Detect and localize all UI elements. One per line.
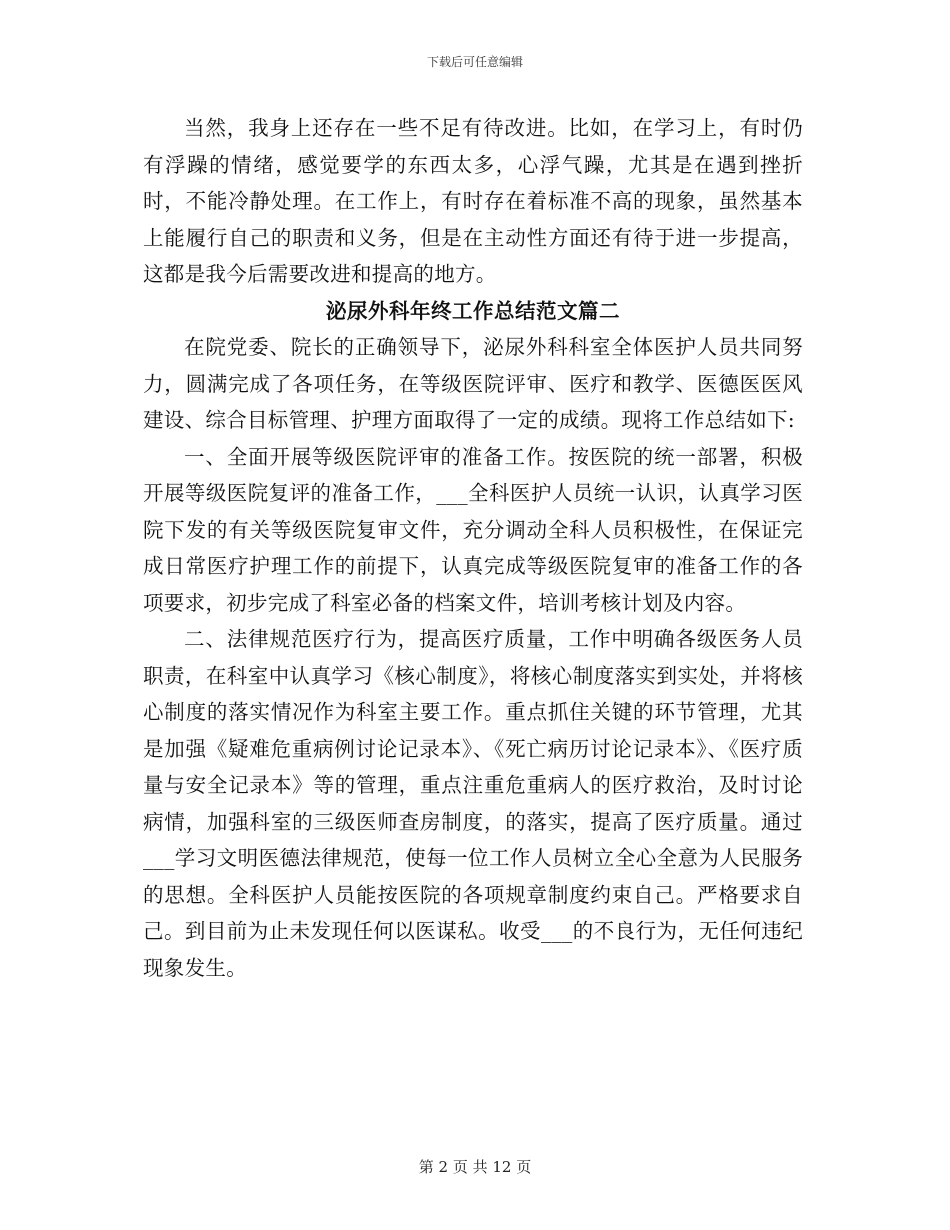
document-body [143, 110, 803, 986]
paragraph: 一、全面开展等级医院评审的准备工作。按医院的统一部署，积极开展等级医院复评的准备工作，___全科医护人员统一认识，认真学习医院下发的有关等级医院复审文件，充分调动全科人员积极性，在保证完成日常医疗护理工作的前提下，认真完成等级医院复审的准备工作的各项要求，初步完成了科室必备的档案文件，培训考核计划及内容。 [143, 444, 803, 615]
page-number: 第 2 页 共 12 页 [418, 1158, 532, 1176]
paragraph: 当然，我身上还存在一些不足有待改进。比如，在学习上，有时仍有浮躁的情绪，感觉要学的东西太多，心浮气躁，尤其是在遇到挫折时，不能冷静处理。在工作上，有时存在着标准不高的现象，虽然基本上能履行自己的职责和义务，但是在主动性方面还有待于进一步提高，这都是我今后需要改进和提高的地方。 [143, 116, 803, 286]
download-note: 下载后可任意编辑 [426, 55, 523, 69]
section-title: 泌尿外科年终工作总结范文篇二 [326, 298, 620, 323]
paragraph: 二、法律规范医疗行为，提高医疗质量，工作中明确各级医务人员职责，在科室中认真学习《核心制度》，将核心制度落实到实处，并将核心制度的落实情况作为科室主要工作。重点抓住关键的环节管理，尤其是加强《疑难危重病例讨论记录本》、《死亡病历讨论记录本》、《医疗质量与安全记录本》等的管理，重点注重危重病人的医疗救治，及时讨论病情，加强科室的三级医师查房制度，的落实，提高了医疗质量。通过___学习文明医德法律规范，使每一位工作人员树立全心全意为人民服务的思想。全科医护人员能按医院的各项规章制度约束自己。严格要求自己。到目前为止未发现任何以医谋私。收受___的不良行为，无任何违纪现象发生。 [143, 627, 803, 980]
paragraph: 在院党委、院长的正确领导下，泌尿外科科室全体医护人员共同努力，圆满完成了各项任务，在等级医院评审、医疗和教学、医德医医风建设、综合目标管理、护理方面取得了一定的成绩。现将工作总结如下: [143, 335, 803, 432]
